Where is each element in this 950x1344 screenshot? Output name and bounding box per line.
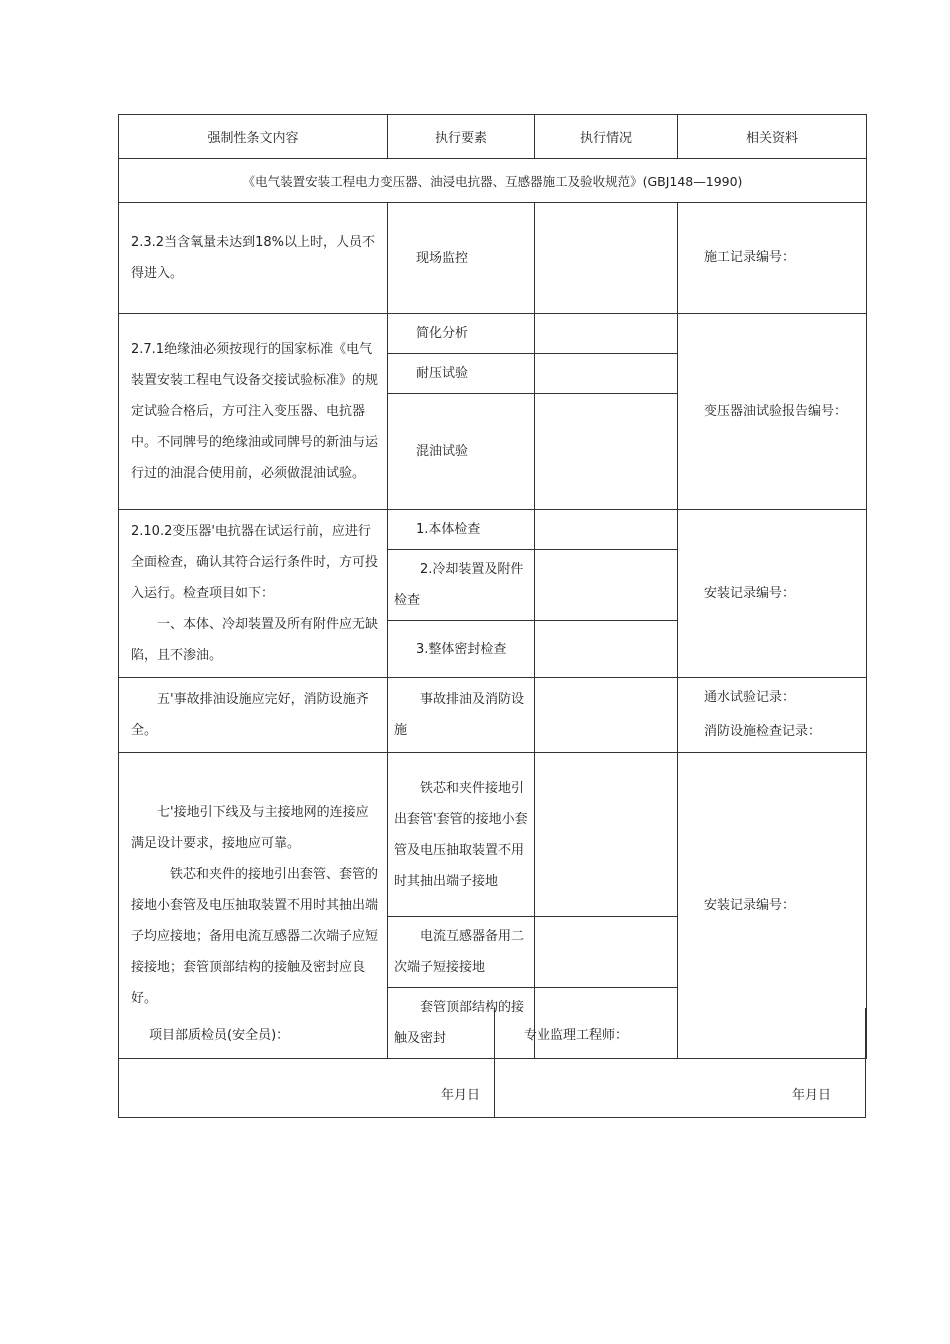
- execution-status-cell[interactable]: [535, 354, 678, 394]
- execution-status-cell[interactable]: [535, 394, 678, 510]
- supervisor-label: 专业监理工程师：: [524, 1028, 629, 1043]
- standard-title: 《电气装置安装工程电力变压器、油浸电抗器、互感器施工及验收规范》(GBJ148—1990): [119, 159, 867, 203]
- standard-title-row: [119, 159, 867, 203]
- reference-cell: [678, 678, 867, 753]
- execution-element: 现场监控: [388, 203, 535, 314]
- reference-cell: 安装记录编号：: [678, 510, 867, 678]
- execution-status-cell[interactable]: [535, 917, 678, 988]
- supervisor-date: 年月日: [791, 1088, 831, 1103]
- header-execution-status: 执行情况: [535, 115, 678, 159]
- table-header-row: [119, 115, 867, 159]
- execution-element: 套管顶部结构的接触及密封: [388, 988, 535, 1059]
- clause-text: 2.7.1绝缘油必须按现行的国家标准《电气装置安装工程电气设备交接试验标准》的规定试验合格后，方可注入变压器、电抗器中。不同牌号的绝缘油或同牌号的新油与运行过的油混合使用前，必须做混油试验。: [119, 314, 388, 510]
- execution-status-cell[interactable]: [535, 510, 678, 550]
- header-clause-content: 强制性条文内容: [119, 115, 388, 159]
- execution-element: 2.冷却装置及附件检查: [388, 550, 535, 621]
- execution-status-cell[interactable]: [535, 314, 678, 354]
- clause-text: 五'事故排油设施应完好，消防设施齐全。: [119, 678, 388, 753]
- execution-element: 1.本体检查: [388, 510, 535, 550]
- execution-element: 铁芯和夹件接地引出套管'套管的接地小套管及电压抽取装置不用时其抽出端子接地: [388, 753, 535, 917]
- compliance-table-container: [118, 114, 866, 1059]
- clause-text: 七'接地引下线及与主接地网的连接应满足设计要求，接地应可靠。 铁芯和夹件的接地引出套管、套管的接地小套管及电压抽取装置不用时其抽出端子均应接地；备用电流互感器二次端子应短接接地；套管顶部结构的接触及密封应良好。: [119, 753, 388, 1059]
- table-row: [119, 314, 867, 354]
- execution-element: 电流互感器备用二次端子短接接地: [388, 917, 535, 988]
- execution-element: 简化分析: [388, 314, 535, 354]
- execution-element: 3.整体密封检查: [388, 621, 535, 678]
- header-related-documents: 相关资料: [678, 115, 867, 159]
- execution-element: 事故排油及消防设施: [388, 678, 535, 753]
- reference-cell: 施工记录编号：: [678, 203, 867, 314]
- table-row: [119, 678, 867, 753]
- table-row: [119, 510, 867, 550]
- reference-line: 通水试验记录：: [704, 690, 796, 705]
- execution-status-cell[interactable]: [535, 203, 678, 314]
- quality-inspector-label: 项目部质检员(安全员)：: [149, 1028, 290, 1043]
- signature-block: [118, 1008, 866, 1118]
- table-row: [119, 203, 867, 314]
- compliance-table: [118, 114, 867, 1059]
- supervisor-signature[interactable]: [494, 1008, 865, 1117]
- clause-text: 2.10.2变压器'电抗器在试运行前，应进行全面检查，确认其符合运行条件时，方可投入运行。检查项目如下： 一、本体、冷却装置及所有附件应无缺陷，且不渗油。: [119, 510, 388, 678]
- reference-cell: 变压器油试验报告编号：: [678, 314, 867, 510]
- table-row: [119, 753, 867, 917]
- clause-text: 2.3.2当含氧量未达到18%以上时，人员不得进入。: [119, 203, 388, 314]
- execution-status-cell[interactable]: [535, 550, 678, 621]
- quality-inspector-signature[interactable]: [119, 1008, 495, 1117]
- execution-status-cell[interactable]: [535, 621, 678, 678]
- execution-status-cell[interactable]: [535, 678, 678, 753]
- execution-status-cell[interactable]: [535, 753, 678, 917]
- execution-element: 耐压试验: [388, 354, 535, 394]
- reference-cell: 安装记录编号：: [678, 753, 867, 1059]
- execution-element: 混油试验: [388, 394, 535, 510]
- quality-inspector-date: 年月日: [440, 1088, 480, 1103]
- header-execution-elements: 执行要素: [388, 115, 535, 159]
- reference-line: 消防设施检查记录：: [704, 724, 822, 739]
